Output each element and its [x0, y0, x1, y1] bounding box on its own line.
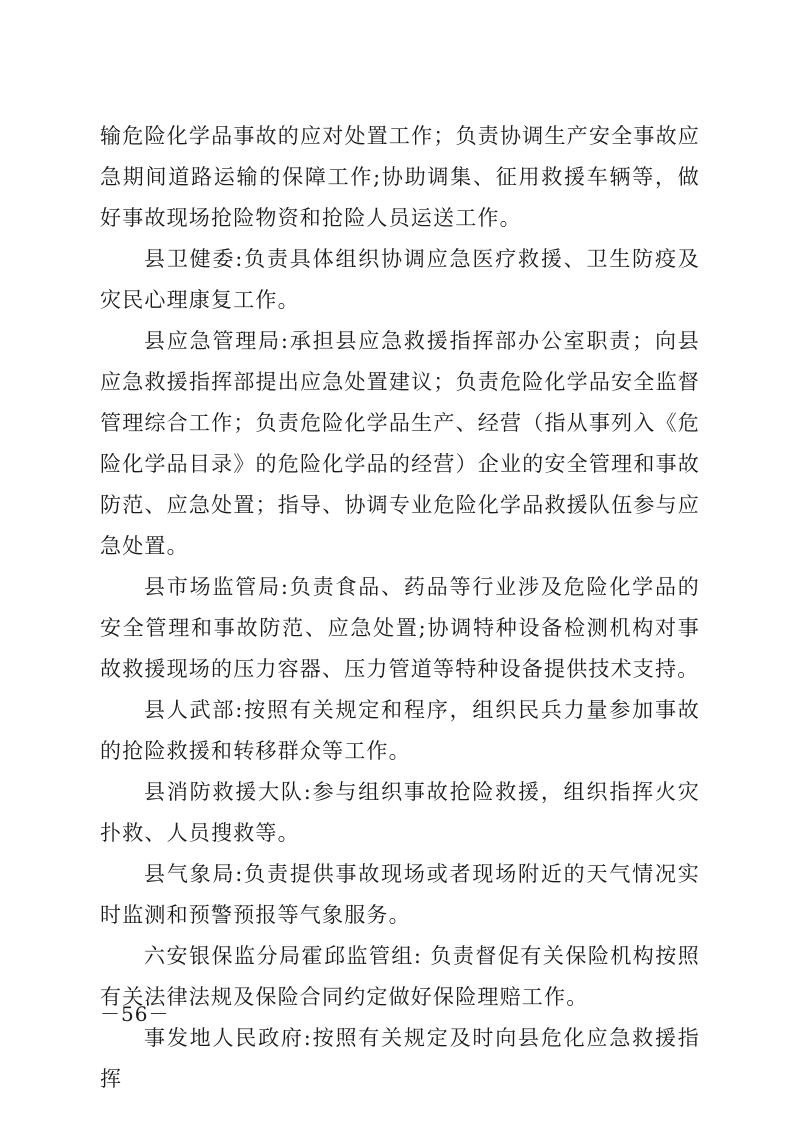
paragraph-transport-continued: 输危险化学品事故的应对处置工作；负责协调生产安全事故应急期间道路运输的保障工作;协助调集、征用救援车辆等，做好事故现场抢险物资和抢险人员运送工作。 [100, 124, 700, 230]
paragraph-health-commission: 县卫健委:负责具体组织协调应急医疗救援、卫生防疫及灾民心理康复工作。 [100, 247, 700, 312]
page-number: －56－ [100, 1002, 170, 1026]
paragraph-emergency-management: 县应急管理局:承担县应急救援指挥部办公室职责；向县应急救援指挥部提出应急处置建议；负责危险化学品安全监督管理综合工作；负责危险化学品生产、经营（指从事列入《危险化学品目录》的危险化学品的经营）企业的安全管理和事故防范、应急处置；指导、协调专业危险化学品救援队伍参与应急处置。 [100, 329, 700, 558]
paragraph-insurance-supervision: 六安银保监分局霍邱监管组: 负责督促有关保险机构按照有关法律法规及保险合同约定做好保险理赔工作。 [100, 944, 700, 1009]
paragraph-local-government: 事发地人民政府:按照有关规定及时向县危化应急救援指挥 [100, 1026, 700, 1091]
paragraph-armed-forces: 县人武部:按照有关规定和程序，组织民兵力量参加事故的抢险救援和转移群众等工作。 [100, 698, 700, 763]
paragraph-market-supervision: 县市场监管局:负责食品、药品等行业涉及危险化学品的安全管理和事故防范、应急处置;协调特种设备检测机构对事故救援现场的压力容器、压力管道等特种设备提供技术支持。 [100, 575, 700, 681]
body-text [100, 116, 700, 1100]
paragraph-fire-rescue: 县消防救援大队:参与组织事故抢险救援，组织指挥火灾扑救、人员搜救等。 [100, 780, 700, 845]
paragraph-meteorology: 县气象局:负责提供事故现场或者现场附近的天气情况实时监测和预警预报等气象服务。 [100, 862, 700, 927]
